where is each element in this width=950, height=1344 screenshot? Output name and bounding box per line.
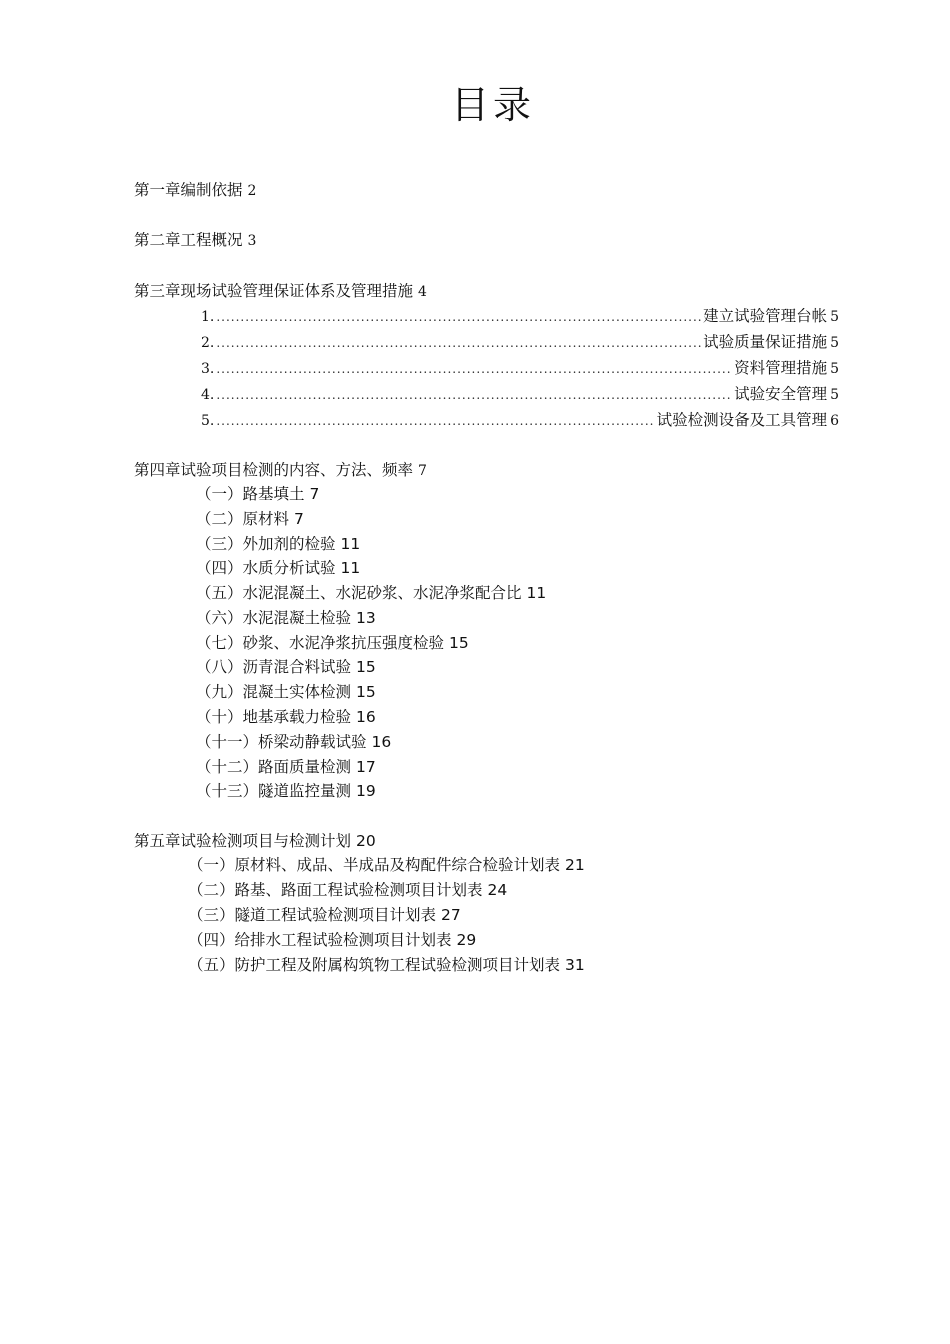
- toc-section-4-4[interactable]: [196, 558, 360, 578]
- toc-section-label: （十）地基承载力检验: [196, 708, 352, 726]
- toc-section-4-7[interactable]: [196, 633, 469, 653]
- toc-section-label: （十三）隧道监控量测: [196, 782, 352, 800]
- toc-section-4-6[interactable]: [196, 608, 376, 628]
- toc-section-page: 29: [456, 931, 477, 949]
- toc-chapter-label: 第三章现场试验管理保证体系及管理措施: [134, 282, 414, 300]
- toc-section-5-1[interactable]: [188, 855, 585, 875]
- toc-section-label: 试验检测设备及工具管理: [656, 411, 828, 429]
- toc-section-label: （十二）路面质量检测: [196, 758, 352, 776]
- toc-section-page: 11: [340, 535, 361, 553]
- toc-section-4-3[interactable]: [196, 534, 360, 554]
- toc-chapter-page: 2: [247, 183, 257, 199]
- toc-section-4-12[interactable]: [196, 757, 376, 777]
- toc-section-3-5[interactable]: [201, 410, 839, 430]
- toc-section-4-1[interactable]: [196, 484, 319, 504]
- toc-dot-leader: [216, 307, 701, 327]
- toc-section-4-10[interactable]: [196, 707, 376, 727]
- toc-section-label: 建立试验管理台帐: [703, 307, 828, 325]
- toc-chapter-page: 3: [247, 233, 257, 249]
- toc-section-page: 15: [448, 634, 469, 652]
- toc-chapter-label: 第一章编制依据: [134, 181, 243, 199]
- toc-section-page: 27: [440, 906, 461, 924]
- toc-section-4-13[interactable]: [196, 781, 376, 801]
- toc-chapter-page: 20: [355, 832, 376, 850]
- toc-section-page: 7: [293, 510, 304, 528]
- page-title: 目录: [450, 83, 535, 127]
- toc-section-3-1[interactable]: [201, 306, 839, 326]
- toc-section-4-9[interactable]: [196, 682, 376, 702]
- toc-section-label: （三）外加剂的检验: [196, 535, 336, 553]
- toc-section-label: （四）给排水工程试验检测项目计划表: [188, 931, 452, 949]
- toc-section-4-2[interactable]: [196, 509, 304, 529]
- toc-chapter-5[interactable]: [134, 831, 376, 851]
- toc-section-label: （五）水泥混凝土、水泥砂浆、水泥净浆配合比: [196, 584, 522, 602]
- toc-section-label: （二）原材料: [196, 510, 290, 528]
- toc-section-4-5[interactable]: [196, 583, 546, 603]
- toc-chapter-label: 第五章试验检测项目与检测计划: [134, 832, 352, 850]
- toc-section-page: 7: [309, 485, 320, 503]
- toc-section-4-11[interactable]: [196, 732, 391, 752]
- toc-section-page: 15: [355, 683, 376, 701]
- toc-section-page: 19: [355, 782, 376, 800]
- toc-section-5-4[interactable]: [188, 930, 476, 950]
- toc-chapter-label: 第二章工程概况: [134, 231, 243, 249]
- toc-section-label: （四）水质分析试验: [196, 559, 336, 577]
- toc-section-5-3[interactable]: [188, 905, 461, 925]
- toc-section-label: 试验安全管理: [734, 385, 828, 403]
- toc-section-label: （一）原材料、成品、半成品及构配件综合检验计划表: [188, 856, 561, 874]
- toc-section-label: （八）沥青混合料试验: [196, 658, 352, 676]
- toc-section-3-3[interactable]: [201, 358, 839, 378]
- toc-section-page: 24: [487, 881, 508, 899]
- toc-chapter-label: 第四章试验项目检测的内容、方法、频率: [134, 461, 414, 479]
- toc-section-4-8[interactable]: [196, 657, 376, 677]
- toc-section-page: 21: [564, 856, 585, 874]
- toc-chapter-page: 7: [417, 463, 427, 479]
- toc-section-label: （七）砂浆、水泥净浆抗压强度检验: [196, 634, 445, 652]
- toc-section-page: 31: [564, 956, 585, 974]
- toc-dot-leader: [216, 411, 654, 431]
- toc-dot-leader: [216, 333, 701, 353]
- toc-section-page: 5: [830, 361, 839, 377]
- toc-section-label: （九）混凝土实体检测: [196, 683, 352, 701]
- toc-section-page: 15: [355, 658, 376, 676]
- toc-chapter-4[interactable]: [134, 460, 427, 481]
- toc-section-number: 5.: [201, 413, 215, 429]
- toc-section-label: （十一）桥梁动静载试验: [196, 733, 367, 751]
- toc-section-page: 13: [355, 609, 376, 627]
- toc-chapter-2[interactable]: [134, 230, 256, 251]
- toc-section-3-4[interactable]: [201, 384, 839, 404]
- toc-section-label: （二）路基、路面工程试验检测项目计划表: [188, 881, 483, 899]
- toc-section-label: （五）防护工程及附属构筑物工程试验检测项目计划表: [188, 956, 561, 974]
- toc-section-3-2[interactable]: [201, 332, 839, 352]
- toc-section-page: 16: [371, 733, 392, 751]
- toc-section-page: 5: [830, 309, 839, 325]
- toc-section-number: 3.: [201, 361, 215, 377]
- toc-section-5-5[interactable]: [188, 955, 585, 975]
- toc-section-label: （六）水泥混凝土检验: [196, 609, 352, 627]
- toc-dot-leader: [216, 385, 732, 405]
- toc-section-page: 17: [355, 758, 376, 776]
- toc-section-label: 资料管理措施: [734, 359, 828, 377]
- toc-chapter-3[interactable]: [134, 281, 427, 302]
- toc-section-page: 6: [830, 413, 839, 429]
- toc-section-label: （一）路基填土: [196, 485, 305, 503]
- toc-section-number: 1.: [201, 309, 215, 325]
- toc-section-label: 试验质量保证措施: [703, 333, 828, 351]
- toc-section-number: 2.: [201, 335, 215, 351]
- toc-chapter-1[interactable]: [134, 180, 256, 201]
- toc-section-page: 11: [526, 584, 547, 602]
- toc-section-page: 11: [340, 559, 361, 577]
- toc-section-number: 4.: [201, 387, 215, 403]
- toc-section-page: 16: [355, 708, 376, 726]
- toc-chapter-page: 4: [417, 284, 427, 300]
- toc-section-5-2[interactable]: [188, 880, 507, 900]
- toc-dot-leader: [216, 359, 732, 379]
- toc-section-page: 5: [830, 335, 839, 351]
- toc-section-page: 5: [830, 387, 839, 403]
- toc-section-label: （三）隧道工程试验检测项目计划表: [188, 906, 437, 924]
